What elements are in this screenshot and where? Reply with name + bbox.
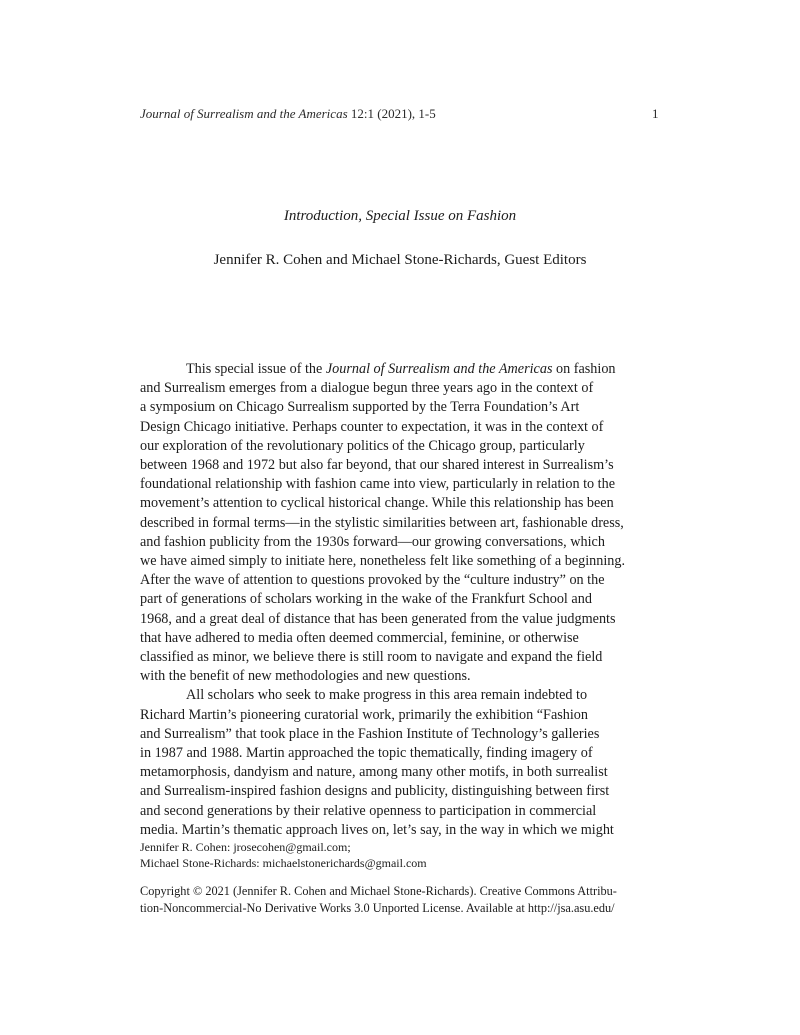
footnote-line: Jennifer R. Cohen: jrosecohen@gmail.com; — [140, 840, 351, 854]
paragraph-2-line: in 1987 and 1988. Martin approached the topic thematically, finding imagery of — [140, 745, 593, 762]
paragraph-1-line: Design Chicago initiative. Perhaps counter to expectation, it was in the context of — [140, 418, 604, 435]
paragraph-1-line: movement’s attention to cyclical historical change. While this relationship has been — [140, 495, 614, 512]
paragraph-1 — [140, 360, 662, 686]
paragraph-1-line: our exploration of the revolutionary politics of the Chicago group, particularly — [140, 437, 585, 454]
journal-name: Journal of Surrealism and the Americas — [140, 106, 348, 121]
author-contact-footnote — [140, 839, 660, 871]
paragraph-1-line: After the wave of attention to questions provoked by the “culture industry” on the — [140, 572, 605, 589]
paragraph-1-line: classified as minor, we believe there is still room to navigate and expand the field — [140, 649, 603, 666]
paragraph-2-line: metamorphosis, dandyism and nature, among many other motifs, in both surrealist — [140, 764, 608, 781]
byline: Jennifer R. Cohen and Michael Stone-Richards, Guest Editors — [213, 252, 587, 268]
paragraph-1-line: we have aimed simply to initiate here, nonetheless felt like something of a beginning. — [140, 553, 626, 570]
journal-citation: 12:1 (2021), 1-5 — [347, 106, 436, 121]
paragraph-1-line: 1968, and a great deal of distance that has been generated from the value judgments — [140, 610, 616, 627]
paragraph-2-line: and second generations by their relative openness to participation in commercial — [140, 802, 597, 819]
copyright-notice — [140, 883, 660, 917]
text-span: on fashion — [552, 361, 616, 377]
page-number: 1 — [652, 106, 659, 121]
footnote-line: Michael Stone-Richards: michaelstonerichards@gmail.com — [140, 856, 427, 870]
paragraph-2-line: and Surrealism-inspired fashion designs and publicity, distinguishing between first — [140, 783, 610, 800]
copyright-line: tion-Noncommercial-No Derivative Works 3.0 Unported License. Available at http://jsa.asu.edu/ — [140, 901, 615, 915]
paragraph-2-line: and Surrealism” that took place in the Fashion Institute of Technology’s galleries — [140, 725, 600, 742]
paragraph-2-line: media. Martin’s thematic approach lives on, let’s say, in the way in which we might — [140, 821, 614, 838]
article-title: Introduction, Special Issue on Fashion — [283, 208, 517, 224]
paragraph-1-line: and Surrealism emerges from a dialogue begun three years ago in the context of — [140, 380, 594, 397]
article-body — [140, 360, 662, 840]
paragraph-1-line: with the benefit of new methodologies and new questions. — [140, 668, 471, 685]
paragraph-2-line: Richard Martin’s pioneering curatorial work, primarily the exhibition “Fashion — [140, 706, 588, 723]
paragraph-2-line: All scholars who seek to make progress in this area remain indebted to — [186, 687, 588, 704]
copyright-line: Copyright © 2021 (Jennifer R. Cohen and Michael Stone-Richards). Creative Commons Attribu- — [140, 884, 617, 898]
paragraph-1-line: described in formal terms—in the stylistic similarities between art, fashionable dress, — [140, 514, 624, 531]
paragraph-1-line: foundational relationship with fashion came into view, particularly in relation to the — [140, 476, 616, 493]
paragraph-1-line: that have adhered to media often deemed commercial, feminine, or otherwise — [140, 629, 579, 646]
paragraph-2 — [140, 686, 662, 840]
paragraph-1-line: and fashion publicity from the 1930s forward—our growing conversations, which — [140, 533, 605, 550]
paragraph-1-line — [140, 360, 662, 379]
running-head — [140, 106, 660, 122]
text-span: This special issue of the — [186, 361, 326, 377]
paragraph-1-line: part of generations of scholars working in the wake of the Frankfurt School and — [140, 591, 592, 608]
journal-title-italic: Journal of Surrealism and the Americas — [325, 361, 553, 377]
paragraph-1-line: a symposium on Chicago Surrealism supported by the Terra Foundation’s Art — [140, 399, 580, 416]
paragraph-1-line: between 1968 and 1972 but also far beyond, that our shared interest in Surrealism’s — [140, 457, 614, 474]
